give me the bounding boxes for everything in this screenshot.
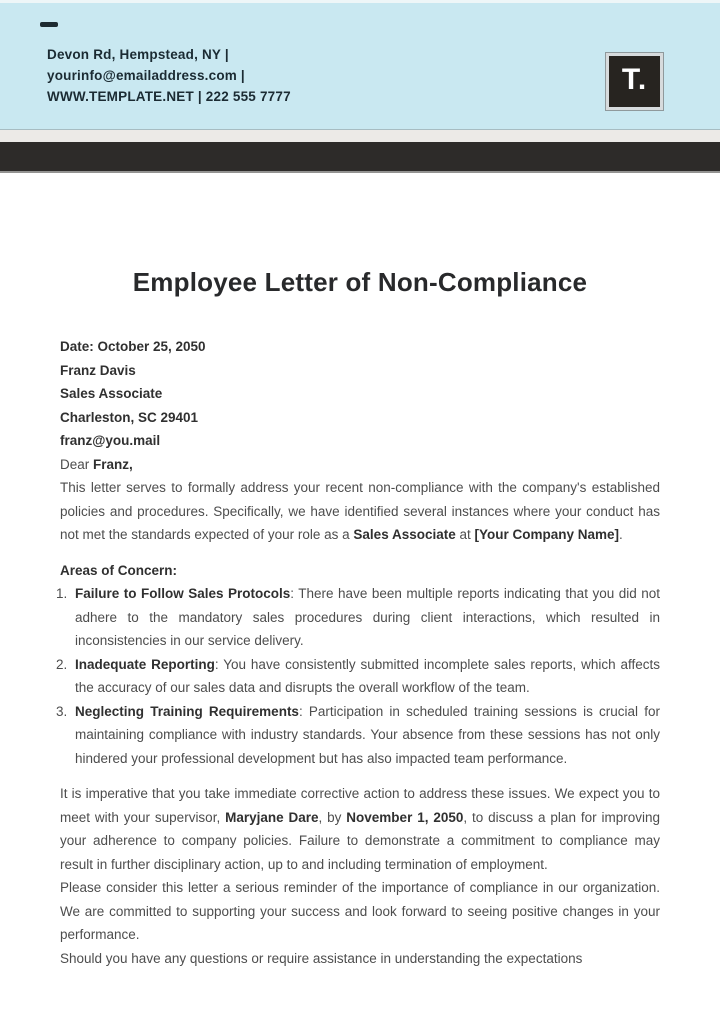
letterhead xyxy=(0,0,720,130)
list-number: 2. xyxy=(56,656,68,672)
corrective-action-paragraph: It is imperative that you take immediate corrective action to address these issues. We expect you to meet with your supervisor, Maryjane Dare, by November 1, 2050, to discuss a plan for improving your adherence to company policies. Failure to demonstrate a commitment to compliance may result in further disciplinary action, up to and including termination of employment. xyxy=(60,786,660,872)
list-item xyxy=(56,653,660,700)
areas-of-concern-heading: Areas of Concern: xyxy=(60,562,178,578)
list-number: 3. xyxy=(56,703,68,719)
dark-divider-bar xyxy=(0,142,720,173)
recipient-name: Franz Davis xyxy=(60,362,136,378)
recipient-role: Sales Associate xyxy=(60,386,163,401)
letter-meta xyxy=(60,335,660,453)
date-line: Date: October 25, 2050 xyxy=(60,339,206,354)
letter-body xyxy=(0,265,720,970)
list-text: Neglecting Training Requirements: Participation in scheduled training sessions is crucial for maintaining compliance with industry standards. Your absence from these sessions has not only hindered your professional development but has also impacted team performance. xyxy=(75,703,660,766)
questions-paragraph: Should you have any questions or require assistance in understanding the expectations xyxy=(60,950,583,966)
recipient-email: franz@you.mail xyxy=(60,433,161,448)
recipient-address: Charleston, SC 29401 xyxy=(60,409,199,425)
divider-strip xyxy=(0,130,720,142)
contact-line-address: Devon Rd, Hempstead, NY | xyxy=(47,47,229,62)
dash-decoration xyxy=(40,22,58,27)
list-number: 1. xyxy=(56,586,68,601)
list-item xyxy=(56,582,660,653)
contact-info xyxy=(47,44,291,107)
list-text: Inadequate Reporting: You have consistently submitted incomplete sales reports, which affects the accuracy of our sales data and disrupts the overall workflow of the team. xyxy=(75,656,660,695)
salutation: Dear Franz, xyxy=(60,456,133,472)
contact-line-web-phone: WWW.TEMPLATE.NET | 222 555 7777 xyxy=(47,89,291,104)
list-item xyxy=(56,700,660,771)
list-text: Failure to Follow Sales Protocols: There have been multiple reports indicating that you did not adhere to the mandatory sales procedures during client interactions, which resulted in inconsistencies in our service delivery. xyxy=(75,586,660,648)
concerns-list xyxy=(56,582,660,770)
contact-line-email: yourinfo@emailaddress.com | xyxy=(47,68,245,83)
intro-paragraph: This letter serves to formally address your recent non-compliance with the company's established policies and procedures. Specifically, we have identified several instances where your conduct has not met the standards expected of your role as a Sales Associate at [Your Company Name]. xyxy=(60,480,660,542)
reminder-paragraph: Please consider this letter a serious reminder of the importance of compliance in our organization. We are committed to supporting your success and look forward to seeing positive changes in your performance. xyxy=(60,880,660,942)
page-title: Employee Letter of Non-Compliance xyxy=(132,267,588,297)
brand-logo-mark: T. xyxy=(609,56,660,107)
brand-logo xyxy=(605,52,664,111)
